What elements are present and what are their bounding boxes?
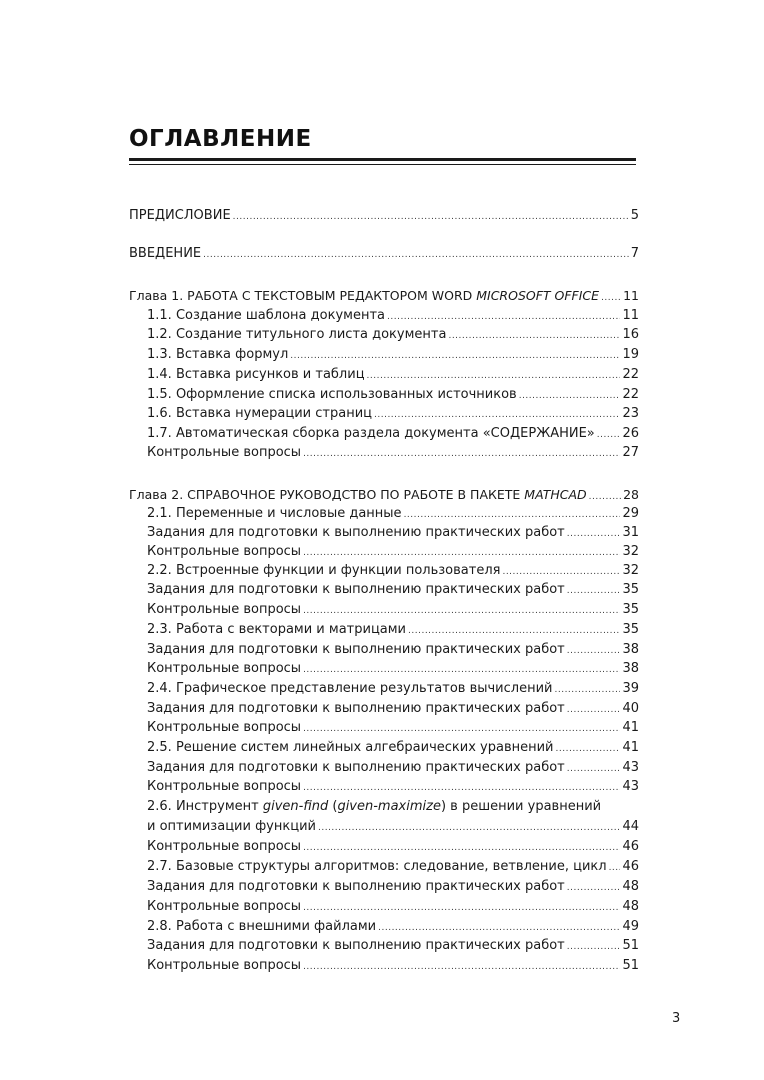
toc-entry-page: 19 — [622, 347, 639, 362]
toc-entry[interactable] — [147, 542, 639, 562]
toc-entry-label: ( — [328, 799, 338, 814]
toc-entry[interactable] — [147, 777, 639, 797]
toc-entry-page: 32 — [622, 544, 639, 559]
toc-entry[interactable] — [147, 620, 639, 640]
toc-entry-page: 40 — [622, 701, 639, 716]
dot-leader — [567, 581, 621, 601]
chapter-title: Глава 1. РАБОТА С ТЕКСТОВЫМ РЕДАКТОРОМ WORD — [129, 288, 477, 303]
toc-entry-page: 22 — [622, 367, 639, 382]
toc-entry-page: 29 — [622, 506, 639, 521]
toc-entry[interactable] — [147, 758, 639, 778]
toc-entry-label — [129, 485, 587, 505]
toc-entry-label: ВВЕДЕНИЕ — [129, 246, 202, 261]
toc-entry[interactable] — [147, 877, 639, 897]
toc-entry-label: Задания для подготовки к выполнению практических работ — [147, 642, 565, 657]
toc-entry[interactable] — [147, 325, 639, 345]
toc-entry-page: 44 — [622, 819, 639, 834]
toc-entry-page: 43 — [622, 760, 639, 775]
dot-leader — [303, 898, 620, 918]
toc-entry[interactable] — [147, 306, 639, 326]
dot-leader — [303, 838, 620, 858]
toc-entry[interactable] — [147, 699, 639, 719]
dot-leader — [567, 700, 621, 720]
dot-leader — [567, 524, 621, 544]
toc-entry-page: 43 — [622, 779, 639, 794]
dot-leader — [290, 346, 620, 366]
chapter-title-italic: MICROSOFT OFFICE — [476, 288, 600, 303]
dot-leader — [567, 641, 621, 661]
dot-leader — [556, 739, 621, 759]
dot-leader — [303, 660, 620, 680]
chapter-title: Глава 2. СПРАВОЧНОЕ РУКОВОДСТВО ПО РАБОТЕ В ПАКЕТЕ — [129, 487, 525, 502]
toc-entry-page: 35 — [622, 622, 639, 637]
toc-entry-label: Контрольные вопросы — [147, 445, 302, 460]
dot-leader — [519, 386, 621, 406]
toc-entry-page: 35 — [622, 582, 639, 597]
toc-entry-label: ) в решении уравнений — [440, 799, 602, 814]
toc-entry-page: 27 — [622, 445, 639, 460]
toc-entry-label: Задания для подготовки к выполнению практических работ — [147, 582, 565, 597]
toc-entry-page: 31 — [622, 525, 639, 540]
toc-entry[interactable] — [147, 718, 639, 738]
toc-entry[interactable] — [147, 385, 639, 405]
dot-leader — [404, 505, 621, 525]
toc-entry-label: 2.1. Переменные и числовые данные — [147, 506, 402, 521]
toc-entry[interactable] — [147, 504, 639, 524]
toc-entry-page: 11 — [623, 288, 639, 303]
toc-entry-label: 2.5. Решение систем линейных алгебраических уравнений — [147, 740, 554, 755]
dot-leader — [203, 245, 629, 265]
toc-entry-page: 49 — [622, 919, 639, 934]
dot-leader — [374, 405, 620, 425]
toc-entry-page: 46 — [622, 859, 639, 874]
toc-entry-page: 5 — [630, 208, 639, 223]
dot-leader — [502, 562, 620, 582]
dot-leader — [367, 366, 621, 386]
dot-leader — [387, 307, 620, 327]
toc-entry[interactable] — [147, 837, 639, 857]
dot-leader — [408, 621, 620, 641]
toc-entry-label: 2.4. Графическое представление результатов вычислений — [147, 681, 553, 696]
toc-entry[interactable] — [147, 600, 639, 620]
toc-entry[interactable] — [147, 404, 639, 424]
toc-entry-given-line1[interactable] — [147, 797, 601, 817]
dot-leader — [233, 207, 629, 227]
dot-leader — [303, 719, 620, 739]
toc-entry-page: 38 — [622, 661, 639, 676]
dot-leader — [378, 918, 620, 938]
toc-entry-page: 11 — [622, 308, 639, 323]
toc-entry[interactable] — [147, 424, 639, 444]
toc-entry-label: 2.7. Базовые структуры алгоритмов: следование, ветвление, цикл — [147, 859, 607, 874]
toc-entry-page: 48 — [622, 899, 639, 914]
toc-entry[interactable] — [147, 640, 639, 660]
toc-entry-label: 2.3. Работа с векторами и матрицами — [147, 622, 407, 637]
toc-chapter-2[interactable] — [129, 485, 639, 505]
dot-leader — [554, 680, 620, 700]
italic-term: given-find — [262, 799, 329, 814]
toc-entry[interactable] — [147, 443, 639, 463]
dot-leader — [597, 425, 621, 445]
toc-entry-label: Задания для подготовки к выполнению практических работ — [147, 879, 565, 894]
dot-leader — [303, 778, 620, 798]
toc-entry[interactable] — [147, 365, 639, 385]
toc-entry-label: 1.3. Вставка формул — [147, 347, 289, 362]
toc-entry-page: 16 — [622, 327, 639, 342]
toc-entry[interactable] — [147, 738, 639, 758]
toc-entry-label: 1.1. Создание шаблона документа — [147, 308, 385, 323]
toc-entry-given-line2[interactable] — [147, 817, 639, 837]
toc-chapter-1[interactable] — [129, 286, 639, 306]
dot-leader — [601, 288, 621, 308]
toc-entry-page: 51 — [622, 938, 639, 953]
toc-entry-label: 1.4. Вставка рисунков и таблиц — [147, 367, 365, 382]
toc-entry-page: 28 — [623, 487, 639, 502]
toc-entry-page: 7 — [630, 246, 639, 261]
toc-entry-page: 51 — [622, 958, 639, 973]
toc-entry-label: ПРЕДИСЛОВИЕ — [129, 208, 231, 223]
toc-entry-label: Задания для подготовки к выполнению практических работ — [147, 760, 565, 775]
dot-leader — [567, 759, 621, 779]
dot-leader — [567, 878, 621, 898]
dot-leader — [303, 601, 620, 621]
toc-entry-page: 48 — [622, 879, 639, 894]
toc-entry-label: 1.2. Создание титульного листа документа — [147, 327, 447, 342]
dot-leader — [609, 858, 621, 878]
dot-leader — [303, 444, 620, 464]
toc-entry-page: 26 — [622, 426, 639, 441]
toc-entry-label: Контрольные вопросы — [147, 779, 302, 794]
toc-entry[interactable] — [147, 936, 639, 956]
dot-leader — [567, 937, 621, 957]
toc-entry-label: 2.8. Работа с внешними файлами — [147, 919, 377, 934]
toc-entry-label: Задания для подготовки к выполнению практических работ — [147, 525, 565, 540]
toc-entry-label: Контрольные вопросы — [147, 544, 302, 559]
toc-entry-label: Задания для подготовки к выполнению практических работ — [147, 938, 565, 953]
dot-leader — [303, 543, 620, 563]
dot-leader — [448, 326, 620, 346]
toc-entry[interactable] — [147, 345, 639, 365]
italic-term: given-maximize — [337, 799, 441, 814]
toc-entry[interactable] — [147, 659, 639, 679]
toc-entry-label: Задания для подготовки к выполнению практических работ — [147, 701, 565, 716]
toc-entry[interactable] — [147, 956, 639, 976]
toc-entry-label: Контрольные вопросы — [147, 720, 302, 735]
toc-entry-page: 39 — [622, 681, 639, 696]
toc-entry[interactable] — [147, 580, 639, 600]
toc-entry[interactable] — [147, 523, 639, 543]
toc-entry-page: 22 — [622, 387, 639, 402]
toc-entry[interactable] — [147, 897, 639, 917]
toc-entry-label: Контрольные вопросы — [147, 899, 302, 914]
toc-entry[interactable] — [147, 917, 639, 937]
toc-entry-label: Контрольные вопросы — [147, 602, 302, 617]
chapter-title-italic: MATHCAD — [524, 487, 587, 502]
toc-entry-label: Контрольные вопросы — [147, 661, 302, 676]
toc-entry-label — [129, 286, 599, 306]
page-title: ОГЛАВЛЕНИЕ — [129, 126, 312, 152]
toc-entry-label: 1.6. Вставка нумерации страниц — [147, 406, 372, 421]
toc-entry-page: 41 — [622, 720, 639, 735]
toc-entry-label: Контрольные вопросы — [147, 839, 302, 854]
toc-entry-label: 1.5. Оформление списка использованных источников — [147, 387, 517, 402]
toc-entry[interactable] — [147, 561, 639, 581]
toc-entry-intro[interactable] — [129, 244, 639, 264]
page-number: 3 — [672, 1011, 681, 1026]
toc-entry-preface[interactable] — [129, 206, 639, 226]
toc-entry-page: 23 — [622, 406, 639, 421]
toc-entry-page: 38 — [622, 642, 639, 657]
toc-entry-page: 35 — [622, 602, 639, 617]
toc-entry-label: 2.2. Встроенные функции и функции пользователя — [147, 563, 501, 578]
toc-entry-label: Контрольные вопросы — [147, 958, 302, 973]
toc-entry-page: 41 — [622, 740, 639, 755]
dot-leader — [318, 818, 620, 838]
dot-leader — [303, 957, 620, 977]
toc-entry-label: 2.6. Инструмент — [147, 799, 263, 814]
toc-entry-label: и оптимизации функций — [147, 819, 316, 834]
toc-entry[interactable] — [147, 679, 639, 699]
toc-entry[interactable] — [147, 857, 639, 877]
toc-entry-page: 46 — [622, 839, 639, 854]
toc-entry-page: 32 — [622, 563, 639, 578]
toc-entry-label: 1.7. Автоматическая сборка раздела документа «СОДЕРЖАНИЕ» — [147, 426, 595, 441]
